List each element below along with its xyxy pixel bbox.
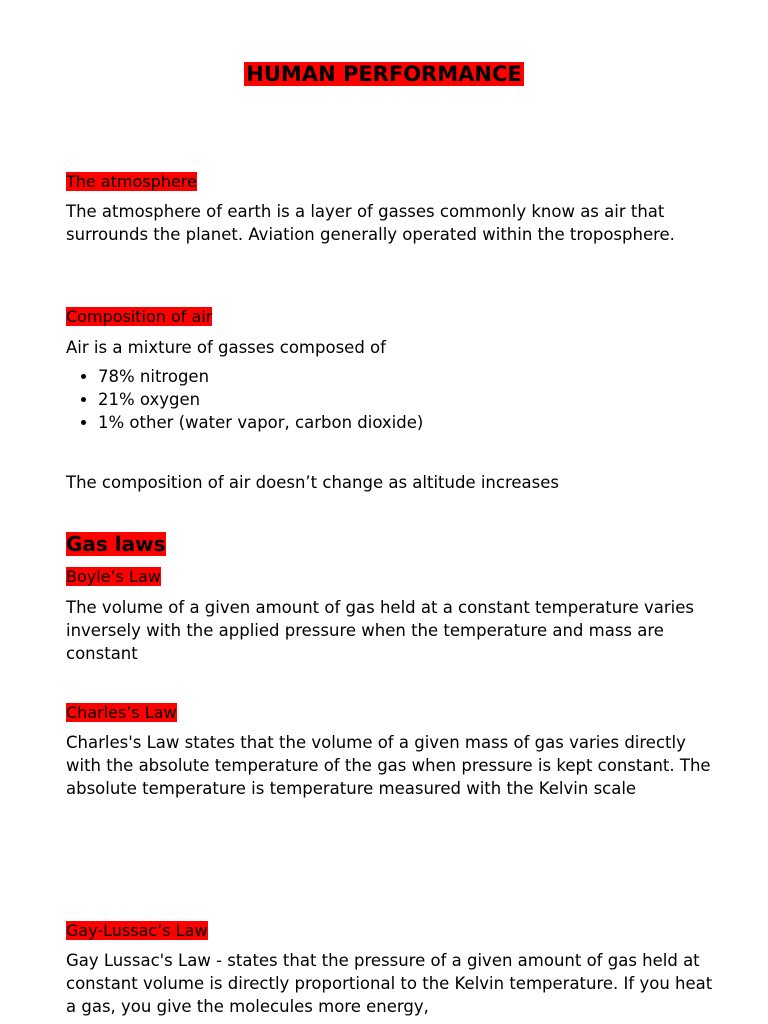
heading-charles-text: Charles’s Law [66, 703, 177, 722]
paragraph-gay-lussac: Gay Lussac's Law - states that the pressure of a given amount of gas held at constant volume is directly proportional to the Kelvin temperature. If you heat a gas, you give the molecules more energy, [66, 951, 713, 1016]
list-item: • 1% other (water vapor, carbon dioxide) [98, 411, 698, 434]
heading-atmosphere [66, 171, 197, 193]
heading-gas-laws-text: Gas laws [66, 532, 166, 556]
heading-gay-lussac [66, 920, 208, 942]
paragraph-composition-intro: Air is a mixture of gasses composed of [66, 338, 386, 357]
heading-gay-lussac-text: Gay-Lussac’s Law [66, 921, 208, 940]
heading-composition-text: Composition of air [66, 307, 213, 326]
page-title-text: HUMAN PERFORMANCE [246, 62, 522, 86]
heading-composition [66, 306, 212, 328]
heading-boyle [66, 566, 161, 588]
list-item: • 21% oxygen [98, 388, 698, 411]
composition-list [66, 365, 698, 434]
heading-boyle-text: Boyle’s Law [66, 567, 161, 586]
paragraph-boyle: The volume of a given amount of gas held at a constant temperature varies inversely with the applied pressure when the temperature and mass are constant [66, 598, 694, 663]
paragraph-atmosphere: The atmosphere of earth is a layer of gasses commonly know as air that surrounds the planet. Aviation generally operated within the troposphere. [66, 202, 675, 244]
paragraph-composition-note: The composition of air doesn’t change as altitude increases [66, 473, 559, 492]
list-item: • 78% nitrogen [98, 365, 698, 388]
paragraph-charles: Charles's Law states that the volume of a given mass of gas varies directly with the absolute temperature of the gas when pressure is kept constant. The absolute temperature is temperature measured with the Kelvin scale [66, 733, 711, 798]
heading-atmosphere-text: The atmosphere [66, 172, 197, 191]
heading-gas-laws [66, 530, 166, 558]
heading-charles [66, 702, 177, 724]
page-title [0, 60, 768, 88]
